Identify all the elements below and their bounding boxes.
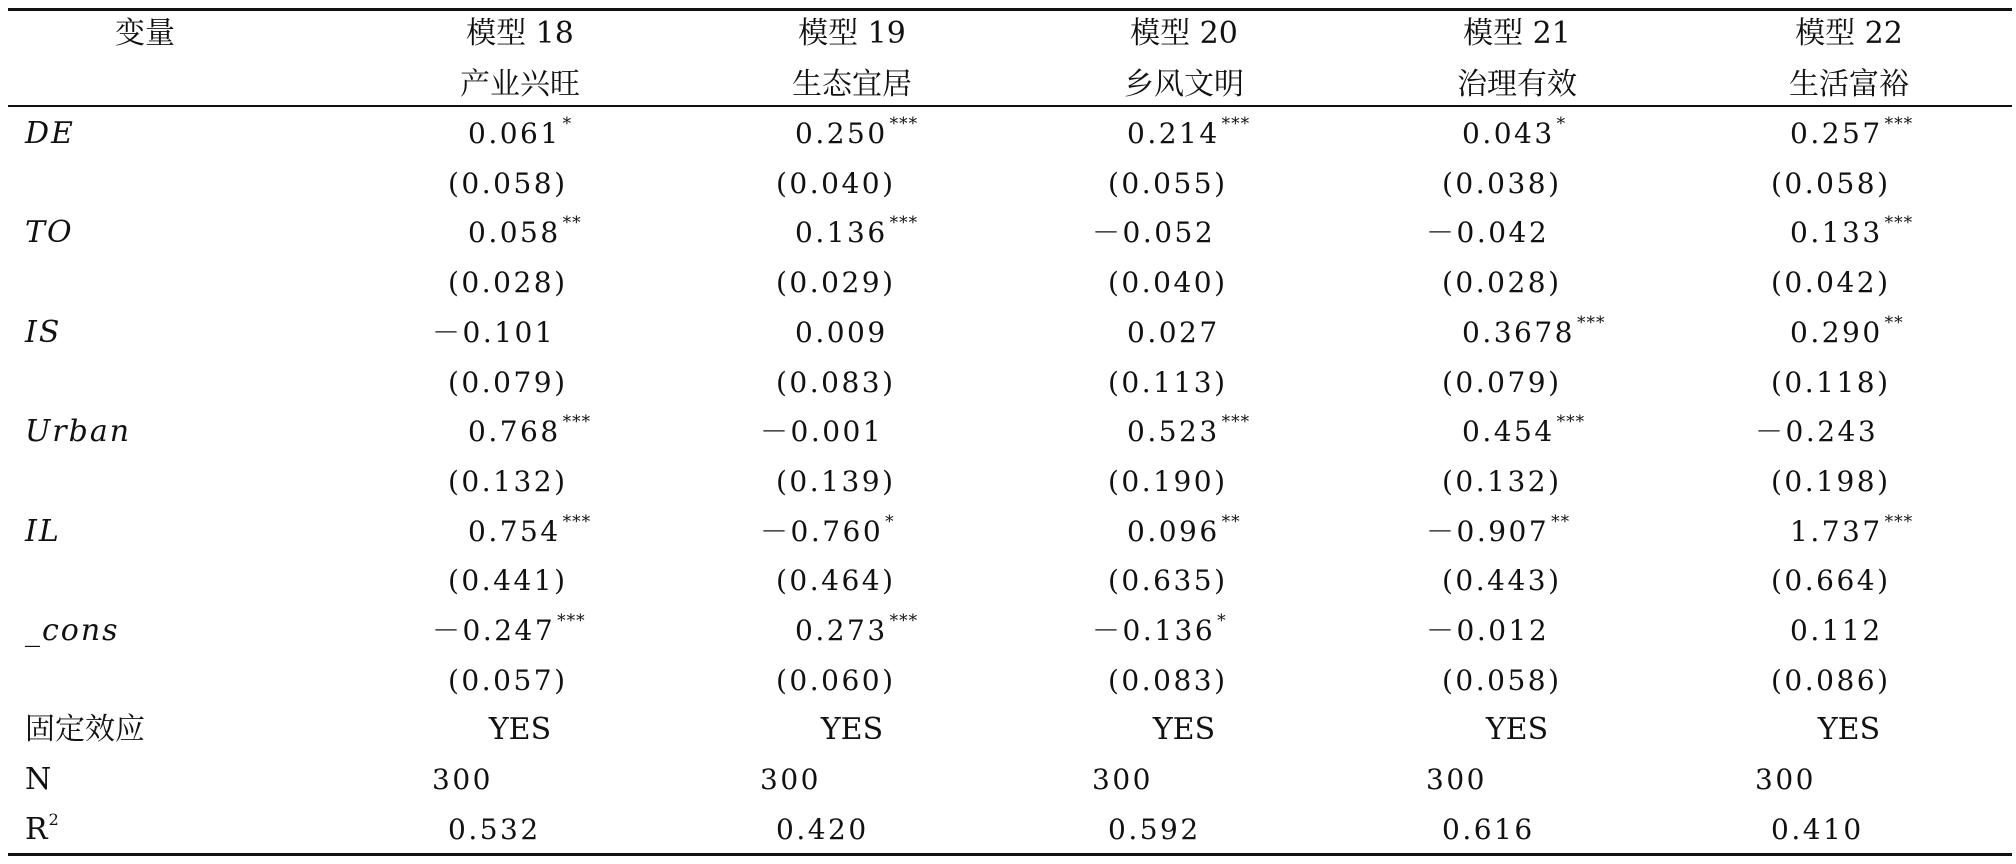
coefficient-cell — [1426, 611, 1549, 651]
coefficient-cell — [1462, 114, 1566, 154]
standard-error-cell: (0.029) — [776, 266, 896, 300]
coefficient-cell — [1790, 611, 1883, 651]
coefficient-cell — [1462, 313, 1605, 353]
coefficient-cell — [1790, 512, 1913, 552]
variable-name: IL — [25, 513, 61, 549]
coefficient-value: 0.133 — [1790, 216, 1883, 250]
coefficient-value: 0.009 — [795, 315, 888, 349]
r-squared-value: 0.592 — [1108, 812, 1201, 846]
coefficient-cell — [1127, 412, 1250, 452]
coefficient-cell — [1092, 611, 1227, 651]
standard-error-cell: (0.079) — [448, 365, 568, 399]
coefficient-cell — [760, 412, 883, 452]
dependent-variable-label: 产业兴旺 — [460, 67, 580, 102]
coefficient-cell — [1426, 512, 1570, 552]
coefficient-cell — [1790, 114, 1913, 154]
model-name: 模型 18 — [466, 16, 574, 51]
coefficient-cell — [1127, 512, 1241, 552]
significance-stars: *** — [1576, 312, 1606, 333]
fixed-effects-value: YES — [488, 712, 552, 748]
standard-error-cell: (0.113) — [1108, 365, 1228, 399]
standard-error-cell: (0.118) — [1771, 365, 1891, 399]
coefficient-cell — [1755, 412, 1878, 452]
standard-error-cell: (0.058) — [1442, 663, 1562, 697]
coefficient-value: 0.027 — [1127, 315, 1220, 349]
significance-stars: ** — [1884, 312, 1904, 333]
significance-stars: * — [1556, 114, 1567, 134]
n-value: 300 — [1426, 763, 1487, 797]
significance-stars: *** — [562, 511, 592, 532]
coefficient-value: 0.754 — [468, 514, 561, 548]
coefficient-cell — [1092, 213, 1215, 253]
dependent-variable-label: 乡风文明 — [1124, 67, 1244, 102]
model-name: 模型 22 — [1795, 16, 1903, 51]
standard-error-cell: (0.086) — [1771, 663, 1891, 697]
standard-error-cell: (0.083) — [1108, 663, 1228, 697]
coefficient-value: 0.523 — [1127, 415, 1220, 449]
coefficient-cell — [432, 313, 555, 353]
coefficient-cell — [468, 213, 582, 253]
standard-error-cell: (0.055) — [1108, 166, 1228, 200]
r-squared-value: 0.532 — [448, 812, 541, 846]
coefficient-value: 0.112 — [1790, 614, 1883, 647]
r-squared-value: 0.420 — [776, 812, 869, 846]
standard-error-cell: (0.441) — [448, 564, 568, 598]
coefficient-value: －0.001 — [760, 415, 884, 449]
significance-stars: *** — [1884, 213, 1914, 234]
standard-error-cell: (0.464) — [776, 564, 896, 598]
standard-error-cell: (0.058) — [448, 166, 568, 200]
coefficient-value: 0.058 — [468, 216, 561, 250]
coefficient-cell — [795, 114, 918, 154]
standard-error-cell: (0.083) — [776, 365, 896, 399]
significance-stars: ** — [562, 213, 582, 234]
coefficient-value: －0.907 — [1426, 514, 1550, 548]
variable-name: TO — [25, 215, 74, 251]
r-squared-value: 0.410 — [1771, 812, 1864, 846]
coefficient-cell — [468, 512, 591, 552]
r-squared-label — [25, 810, 59, 850]
coefficient-cell — [1790, 213, 1913, 253]
standard-error-cell: (0.190) — [1108, 464, 1228, 498]
coefficient-cell — [1790, 313, 1904, 353]
coefficient-value: 0.136 — [795, 216, 888, 250]
table-bottom-rule — [8, 853, 2012, 856]
coefficient-cell — [1127, 114, 1250, 154]
fixed-effects-value: YES — [1817, 712, 1881, 748]
r-squared-superscript: 2 — [48, 809, 59, 829]
variable-name: _cons — [25, 613, 120, 648]
coefficient-value: 0.250 — [795, 117, 888, 150]
standard-error-cell: (0.443) — [1442, 564, 1562, 598]
coefficient-cell — [432, 611, 586, 651]
significance-stars: * — [562, 114, 573, 134]
coefficient-value: 0.3678 — [1462, 315, 1575, 349]
standard-error-cell: (0.057) — [448, 663, 568, 697]
coefficient-cell — [468, 412, 591, 452]
n-value: 300 — [432, 763, 493, 797]
standard-error-cell: (0.079) — [1442, 365, 1562, 399]
standard-error-cell: (0.139) — [776, 464, 896, 498]
standard-error-cell: (0.038) — [1442, 166, 1562, 200]
standard-error-cell: (0.635) — [1108, 564, 1228, 598]
header-corner-label: 变量 — [115, 16, 175, 51]
coefficient-value: －0.052 — [1092, 216, 1216, 250]
dependent-variable-label: 治理有效 — [1457, 67, 1577, 102]
significance-stars: *** — [889, 114, 919, 134]
coefficient-value: 0.290 — [1790, 315, 1883, 349]
coefficient-value: －0.101 — [432, 315, 556, 349]
coefficient-cell — [760, 512, 895, 552]
coefficient-cell — [795, 611, 918, 651]
standard-error-cell: (0.040) — [776, 166, 896, 200]
significance-stars: *** — [562, 412, 592, 433]
standard-error-cell: (0.132) — [448, 464, 568, 498]
standard-error-cell: (0.028) — [448, 266, 568, 300]
variable-name: Urban — [25, 414, 132, 450]
fixed-effects-label: 固定效应 — [25, 712, 145, 748]
fixed-effects-value: YES — [820, 712, 884, 748]
significance-stars: *** — [889, 611, 919, 631]
dependent-variable-label: 生活富裕 — [1789, 67, 1909, 102]
fixed-effects-value: YES — [1485, 712, 1549, 748]
coefficient-value: －0.136 — [1092, 614, 1216, 647]
n-value: 300 — [1755, 763, 1816, 797]
standard-error-cell: (0.060) — [776, 663, 896, 697]
coefficient-value: 0.096 — [1127, 514, 1220, 548]
coefficient-value: －0.042 — [1426, 216, 1550, 250]
coefficient-value: 0.768 — [468, 415, 561, 449]
coefficient-value: 0.273 — [795, 614, 888, 647]
coefficient-value: 0.043 — [1462, 117, 1555, 150]
significance-stars: ** — [1551, 511, 1571, 532]
coefficient-cell — [1426, 213, 1549, 253]
coefficient-value: 0.257 — [1790, 117, 1883, 150]
significance-stars: * — [1217, 611, 1227, 631]
significance-stars: *** — [889, 213, 919, 234]
fixed-effects-value: YES — [1152, 712, 1216, 748]
standard-error-cell: (0.040) — [1108, 266, 1228, 300]
table-header-rule — [8, 105, 2012, 107]
coefficient-value: －0.243 — [1755, 415, 1879, 449]
significance-stars: *** — [557, 611, 586, 631]
significance-stars: ** — [1221, 511, 1241, 532]
standard-error-cell: (0.028) — [1442, 266, 1562, 300]
n-value: 300 — [1092, 763, 1153, 797]
standard-error-cell: (0.664) — [1771, 564, 1891, 598]
coefficient-cell — [1462, 412, 1585, 452]
significance-stars: *** — [1221, 114, 1251, 134]
coefficient-cell — [468, 114, 572, 154]
dependent-variable-label: 生态宜居 — [792, 67, 912, 102]
coefficient-value: 0.454 — [1462, 415, 1555, 449]
coefficient-value: 1.737 — [1790, 514, 1883, 548]
significance-stars: * — [885, 511, 895, 532]
standard-error-cell: (0.132) — [1442, 464, 1562, 498]
coefficient-cell — [795, 213, 918, 253]
variable-name: DE — [25, 116, 75, 151]
significance-stars: *** — [1884, 114, 1914, 134]
r-squared-label-base: R — [25, 811, 48, 847]
significance-stars: *** — [1221, 412, 1251, 433]
coefficient-value: 0.061 — [468, 117, 561, 150]
coefficient-cell — [795, 313, 888, 353]
coefficient-cell — [1127, 313, 1220, 353]
r-squared-value: 0.616 — [1442, 812, 1535, 846]
model-name: 模型 20 — [1130, 16, 1238, 51]
significance-stars: *** — [1884, 511, 1914, 532]
variable-name: IS — [25, 314, 62, 350]
significance-stars: *** — [1556, 412, 1586, 433]
coefficient-value: －0.012 — [1426, 614, 1550, 647]
coefficient-value: －0.247 — [432, 614, 556, 647]
n-label: N — [25, 762, 52, 798]
standard-error-cell: (0.042) — [1771, 266, 1891, 300]
coefficient-value: 0.214 — [1127, 117, 1220, 150]
standard-error-cell: (0.058) — [1771, 166, 1891, 200]
model-name: 模型 19 — [798, 16, 906, 51]
standard-error-cell: (0.198) — [1771, 464, 1891, 498]
model-name: 模型 21 — [1463, 16, 1571, 51]
n-value: 300 — [760, 763, 821, 797]
table-top-rule — [8, 8, 2012, 11]
coefficient-value: －0.760 — [760, 514, 884, 548]
